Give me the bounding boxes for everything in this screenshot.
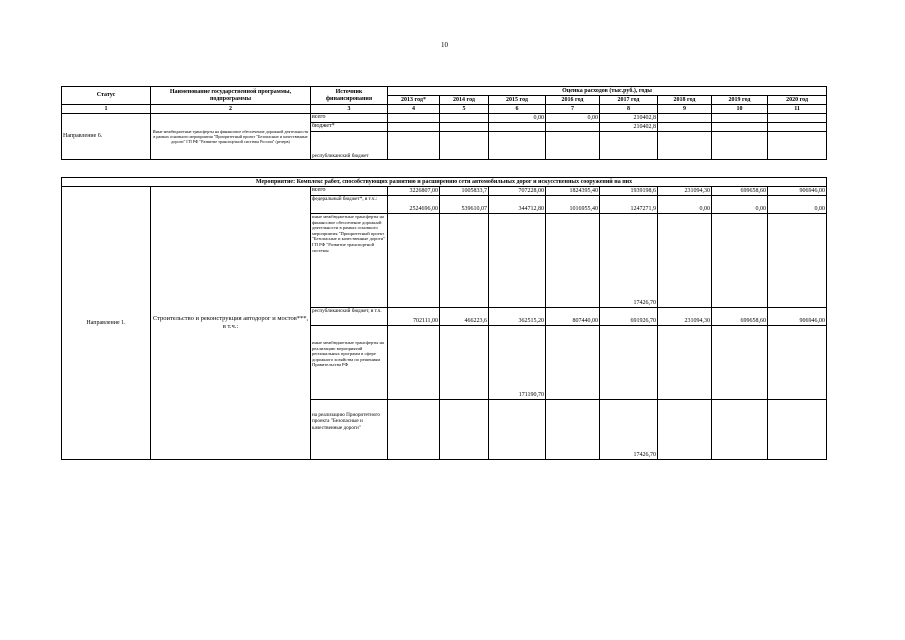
value-cell: 17426,70 bbox=[600, 400, 658, 460]
column-number: 3 bbox=[311, 105, 388, 114]
value-cell bbox=[658, 114, 712, 123]
value-cell: 699658,60 bbox=[712, 187, 768, 196]
value-cell bbox=[440, 326, 489, 400]
header-year: 2015 год bbox=[489, 96, 546, 105]
value-cell bbox=[489, 123, 546, 132]
value-cell bbox=[712, 114, 768, 123]
value-cell bbox=[768, 214, 827, 308]
value-cell bbox=[768, 326, 827, 400]
value-cell: 691926,70 bbox=[600, 308, 658, 326]
value-cell bbox=[768, 132, 827, 160]
value-cell bbox=[546, 132, 600, 160]
source-cell: всего bbox=[311, 114, 388, 123]
header-year: 2016 год bbox=[546, 96, 600, 105]
value-cell: 231094,30 bbox=[658, 308, 712, 326]
value-cell bbox=[658, 132, 712, 160]
value-cell: 906946,00 bbox=[768, 308, 827, 326]
value-cell: 807440,00 bbox=[546, 308, 600, 326]
value-cell: 1939198,6 bbox=[600, 187, 658, 196]
value-cell bbox=[658, 123, 712, 132]
value-cell bbox=[388, 132, 440, 160]
header-year: 2017 год bbox=[600, 96, 658, 105]
value-cell: 699658,60 bbox=[712, 308, 768, 326]
value-cell bbox=[712, 123, 768, 132]
value-cell: 344712,80 bbox=[489, 196, 546, 214]
value-cell bbox=[600, 326, 658, 400]
column-number: 6 bbox=[489, 105, 546, 114]
value-cell: 0,00 bbox=[546, 114, 600, 123]
value-cell bbox=[546, 214, 600, 308]
header-year: 2013 год* bbox=[388, 96, 440, 105]
column-number: 7 bbox=[546, 105, 600, 114]
value-cell: 210402,8 bbox=[600, 123, 658, 132]
value-cell: 0,00 bbox=[489, 114, 546, 123]
value-cell: 171190,70 bbox=[489, 326, 546, 400]
value-cell bbox=[489, 132, 546, 160]
value-cell bbox=[546, 400, 600, 460]
value-cell: 466223,6 bbox=[440, 308, 489, 326]
column-number: 11 bbox=[768, 105, 827, 114]
value-cell: 906946,00 bbox=[768, 187, 827, 196]
measure-title: Мероприятие: Комплекс работ, способствующих развитию и расширению сети автомобильных дорог и искусственных сооружений на них bbox=[62, 178, 827, 187]
source-cell: бюджет* bbox=[311, 123, 388, 132]
value-cell bbox=[388, 400, 440, 460]
value-cell: 1247271,9 bbox=[600, 196, 658, 214]
value-cell: 0,00 bbox=[658, 196, 712, 214]
value-cell bbox=[712, 326, 768, 400]
value-cell: 1016955,40 bbox=[546, 196, 600, 214]
header-year: 2018 год bbox=[658, 96, 712, 105]
value-cell: 2524696,00 bbox=[388, 196, 440, 214]
header-year: 2020 год bbox=[768, 96, 827, 105]
value-cell bbox=[440, 400, 489, 460]
status-cell: Направление 6. bbox=[62, 114, 151, 160]
header-estimate: Оценка расходов (тыс.руб.), годы bbox=[388, 87, 827, 96]
value-cell bbox=[768, 123, 827, 132]
value-cell bbox=[440, 132, 489, 160]
column-number: 10 bbox=[712, 105, 768, 114]
value-cell: 3226807,00 bbox=[388, 187, 440, 196]
value-cell bbox=[658, 400, 712, 460]
source-cell: республиканский бюджет bbox=[311, 132, 388, 160]
value-cell bbox=[388, 326, 440, 400]
value-cell bbox=[388, 214, 440, 308]
expense-table-top bbox=[61, 86, 827, 160]
value-cell bbox=[440, 114, 489, 123]
page-number: 10 bbox=[441, 41, 448, 49]
header-year: 2014 год bbox=[440, 96, 489, 105]
column-number: 5 bbox=[440, 105, 489, 114]
column-number: 9 bbox=[658, 105, 712, 114]
value-cell bbox=[768, 400, 827, 460]
program-cell: Строительство и реконструкция автодорог и мостов***, в т.ч.: bbox=[151, 187, 311, 460]
value-cell bbox=[489, 214, 546, 308]
source-cell: иные межбюджетные трансферты на финансовое обеспечение дорожной деятельности в рамках основного мероприятия "Приоритетный проект "Безопасные и качественные дороги" ГП РФ "Развитие транспортной системы bbox=[311, 214, 388, 308]
source-cell: на реализацию Приоритетного проекта "Безопасные и качественные дороги" bbox=[311, 400, 388, 460]
program-cell: Иные межбюджетные трансферты на финансовое обеспечение дорожной деятельности в рамках основного мероприятия "Приоритетный проект "Безопасные и качественные дороги" ГП РФ "Развитие транспортной системы России" (резерв) bbox=[151, 114, 311, 160]
source-cell: федеральный бюджет*, в т.ч.: bbox=[311, 196, 388, 214]
source-cell: республиканский бюджет, в т.ч. bbox=[311, 308, 388, 326]
source-cell: иные межбюджетные трансферты на реализацию мероприятий региональных программ в сфере дорожного хозяйства по решениям Правительства РФ bbox=[311, 326, 388, 400]
value-cell bbox=[658, 214, 712, 308]
column-number: 4 bbox=[388, 105, 440, 114]
value-cell bbox=[712, 400, 768, 460]
value-cell bbox=[388, 114, 440, 123]
header-source: Источник финансирования bbox=[311, 87, 388, 105]
value-cell bbox=[440, 214, 489, 308]
value-cell: 702111,00 bbox=[388, 308, 440, 326]
value-cell bbox=[489, 400, 546, 460]
column-number: 8 bbox=[600, 105, 658, 114]
value-cell bbox=[546, 123, 600, 132]
source-cell: всего bbox=[311, 187, 388, 196]
value-cell bbox=[440, 123, 489, 132]
value-cell: 0,00 bbox=[768, 196, 827, 214]
value-cell bbox=[388, 123, 440, 132]
value-cell bbox=[600, 132, 658, 160]
value-cell: 539610,07 bbox=[440, 196, 489, 214]
value-cell: 707228,00 bbox=[489, 187, 546, 196]
value-cell bbox=[768, 114, 827, 123]
status-cell: Направление 1. bbox=[62, 187, 151, 460]
value-cell bbox=[712, 214, 768, 308]
column-number: 1 bbox=[62, 105, 151, 114]
header-program: Наименование государственной программы, подпрограммы bbox=[151, 87, 311, 105]
header-year: 2019 год bbox=[712, 96, 768, 105]
value-cell: 210402,8 bbox=[600, 114, 658, 123]
value-cell: 231094,30 bbox=[658, 187, 712, 196]
header-status: Статус bbox=[62, 87, 151, 105]
value-cell: 1824395,40 bbox=[546, 187, 600, 196]
value-cell: 17426,70 bbox=[600, 214, 658, 308]
value-cell: 0,00 bbox=[712, 196, 768, 214]
value-cell: 1005833,7 bbox=[440, 187, 489, 196]
value-cell bbox=[658, 326, 712, 400]
value-cell bbox=[546, 326, 600, 400]
column-number: 2 bbox=[151, 105, 311, 114]
value-cell: 362515,20 bbox=[489, 308, 546, 326]
value-cell bbox=[712, 132, 768, 160]
expense-table-bottom bbox=[61, 177, 827, 460]
